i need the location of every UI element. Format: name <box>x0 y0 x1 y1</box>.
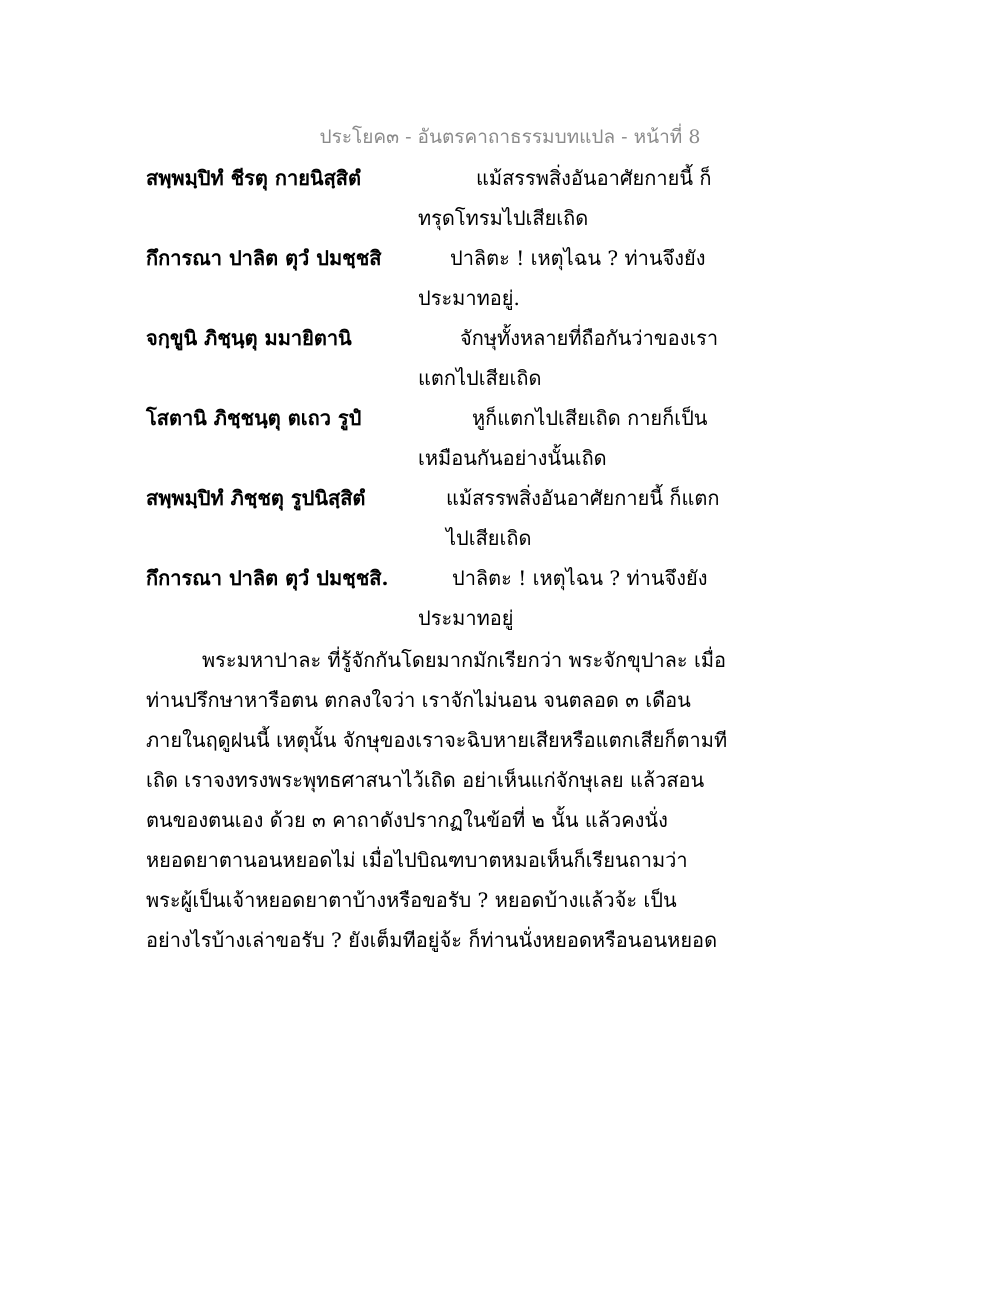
thai-translation-line-1: แม้สรรพสิ่งอันอาศัยกายนี้ ก็ <box>476 166 712 190</box>
verse-4 <box>0 402 1000 482</box>
thai-translation-line-1: หูก็แตกไปเสียเถิด กายก็เป็น <box>472 406 708 430</box>
paragraph-line: ท่านปรึกษาหารือตน ตกลงใจว่า เราจักไม่นอน จนตลอด ๓ เดือน <box>146 688 691 712</box>
thai-translation-line-2: ประมาทอยู่. <box>418 286 520 310</box>
paragraph-line: หยอดยาตานอนหยอดไม่ เมื่อไปบิณฑบาตหมอเห็นก็เรียนถามว่า <box>146 848 688 872</box>
pali-line: กึการณา ปาลิต ตุวํ ปมชฺชสิ <box>146 246 382 270</box>
thai-translation-line-2: ประมาทอยู่ <box>418 606 514 630</box>
paragraph-line: พระมหาปาละ ที่รู้จักกันโดยมากมักเรียกว่า พระจักขุปาละ เมื่อ <box>202 648 727 672</box>
thai-translation-line-2: เหมือนกันอย่างนั้นเถิด <box>418 446 607 470</box>
page-header: ประโยค๓ - อันตรคาถาธรรมบทแปล - หน้าที่ 8 <box>319 126 701 148</box>
verse-3 <box>0 322 1000 402</box>
pali-line: สพฺพมฺปิทํ ชีรตุ กายนิสฺสิตํ <box>146 166 361 190</box>
pali-line: โสตานิ ภิชฺชนฺตุ ตเถว รูปํ <box>146 406 362 430</box>
pali-line: จกฺขูนิ ภิชฺนฺตุ มมายิตานิ <box>146 326 352 350</box>
thai-translation-line-1: ปาลิตะ ! เหตุไฉน ? ท่านจึงยัง <box>450 246 706 270</box>
paragraph-line: พระผู้เป็นเจ้าหยอดยาตาบ้างหรือขอรับ ? หยอดบ้างแล้วจ้ะ เป็น <box>146 888 677 912</box>
paragraph-line: ตนของตนเอง ด้วย ๓ คาถาดังปรากฏในข้อที่ ๒ นั้น แล้วคงนั่ง <box>146 808 668 832</box>
paragraph-line: อย่างไรบ้างเล่าขอรับ ? ยังเต็มทีอยู่จ้ะ ก็ท่านนั่งหยอดหรือนอนหยอด <box>146 928 718 952</box>
thai-translation-line-2: ทรุดโทรมไปเสียเถิด <box>418 206 589 230</box>
verse-1 <box>0 162 1000 242</box>
pali-line: กึการณา ปาลิต ตุวํ ปมชฺชสิ. <box>146 566 389 590</box>
thai-translation-line-2: แตกไปเสียเถิด <box>418 366 542 390</box>
paragraph-line: เถิด เราจงทรงพระพุทธศาสนาไว้เถิด อย่าเห็นแก่จักษุเลย แล้วสอน <box>146 768 705 792</box>
paragraph-line: ภายในฤดูฝนนี้ เหตุนั้น จักษุของเราจะฉิบหายเสียหรือแตกเสียก็ตามที <box>146 728 728 752</box>
verse-6 <box>0 562 1000 642</box>
thai-translation-line-2: ไปเสียเถิด <box>446 526 532 550</box>
pali-line: สพฺพมฺปิทํ ภิชฺชตุ รูปนิสฺสิตํ <box>146 486 366 510</box>
verse-2 <box>0 242 1000 322</box>
verse-5 <box>0 482 1000 562</box>
thai-translation-line-1: แม้สรรพสิ่งอันอาศัยกายนี้ ก็แตก <box>446 486 720 510</box>
thai-translation-line-1: จักษุทั้งหลายที่ถือกันว่าของเรา <box>460 326 719 350</box>
thai-translation-line-1: ปาลิตะ ! เหตุไฉน ? ท่านจึงยัง <box>452 566 708 590</box>
